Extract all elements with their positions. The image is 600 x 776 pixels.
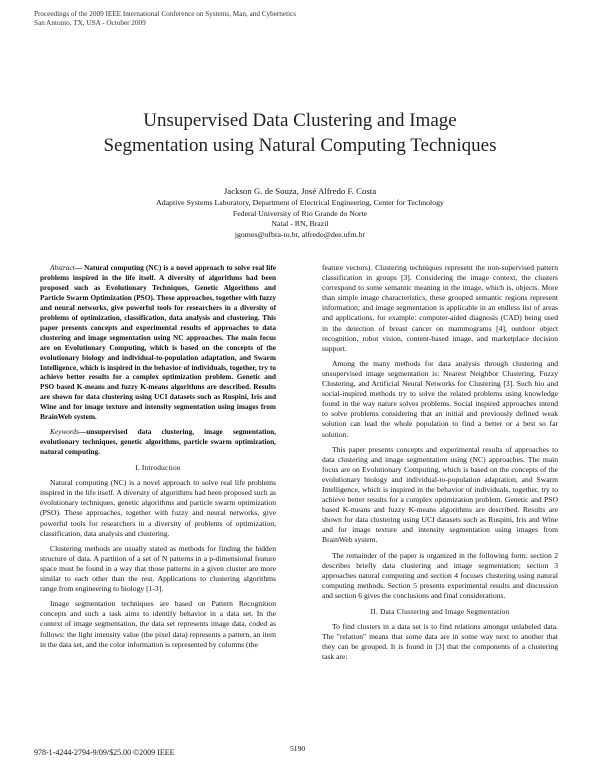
section-heading-clustering: II. Data Clustering and Image Segmentation [370,607,510,616]
affiliation [60,198,540,240]
affiliation-lab: Adaptive Systems Laboratory, Department of Electrical Engineering, Center for Technology [156,198,444,207]
keywords-text: —unsupervised data clustering, image segmentation, evolutionary techniques, genetic algorithms, particle swarm optimization, natural computing. [40,427,276,457]
keywords [40,427,276,457]
paper-title [40,108,560,158]
title-line-1: Unsupervised Data Clustering and Image [143,110,457,131]
page-number: 5190 [290,744,306,753]
abstract [40,263,276,422]
intro-paragraph-1: Natural computing (NC) is a novel approach to solve real life problems inspired in the life itself. A diversity of algorithms had been proposed such as evolutionary techniques, genetic algorithms and particle swarm optimization (PSO). These approaches, together with fuzzy and neural networks, give powerful tools for researchers in a diversity of problems of optimization, classification, data analysis and clustering. [40,478,276,538]
right-column [322,263,558,667]
intro-paragraph-3: Image segmentation techniques are based on Pattern Recognition concepts and such a task aims to identify behavior in a data set. In the context of image segmentation, the data set represents image data, coded as follows: the light intensity value (the pixel data) represents a pattern, an item in the data set, and the color information is represented by columns (the [40,599,276,649]
right-paragraph-1: feature vectors). Clustering techniques represent the non-supervised pattern classification in groups [3]. Considering the image context, the clusters correspond to some semantic meaning in the image, which is, objects. More than simple image characteristics, these grouped semantic regions represent information; and image segmentation is applicable in an endless list of areas and applications, for example: computer-aided diagnosis (CAD) being used in the detection of breast cancer on mammograms [4], outdoor object recognition, robot vision, content-based image, and marketplace decision support. [322,263,558,353]
section-heading-introduction: I. Introduction [135,463,181,473]
copyright-footer: 978-1-4244-2794-9/09/$25.00 ©2009 IEEE [34,748,175,757]
abstract-text: — Natural computing (NC) is a novel approach to solve real life problems inspired in the life itself. A diversity of algorithms had been proposed such as Evolutionary Techniques, Genetic Algorithms and Particle Swarm Optimization (PSO). These approaches, together with fuzzy and neural networks, give powerful tools for researchers in a diversity of problems of optimization, classification, data analysis and clustering. This paper presents concepts and experimental results of approaches to data clustering and image segmentation using NC approaches. The main focus are on Evolutionary Computing, which is based on the concepts of the evolutionary biology and individual-to-population adaptation, and Swarm Intelligence, which is inspired in the behavior of individuals, together, try to achieve better results for a complex optimization problem. Genetic and PSO based K-means and fuzzy K-means algorithms are described. Results are shown for data clustering using UCI datasets such as Ruspini, Iris and Wine and for image texture and intensity segmentation using images from BrainWeb system. [40,263,276,422]
authors: Jackson G. de Souza, José Alfredo F. Costa [223,186,377,196]
right-paragraph-3: This paper presents concepts and experimental results of approaches to data clustering and image segmentation using (NC) approaches. The main focus are on Evolutionary Computing, which is based on the concepts of the evolutionary biology and individual-to-population adaptation, and Swarm Intelligence, which is inspired in the behavior of individuals, together, try to achieve better results for a complex optimization problem. Genetic and PSO based K-means and fuzzy K-means algorithms are described. Results are shown for data clustering using UCI datasets such as Ruspini, Iris and Wine and for image texture and intensity segmentation using images from BrainWeb system. [322,444,558,545]
author-emails: jgomes@ufbra-to.br, alfredo@dee.ufrn.br [234,229,366,239]
right-paragraph-2: Among the many methods for data analysis through clustering and unsupervised image segmentation is: Nearest Neighbor Clustering, Fuzzy Clustering, and Artificial Neural Networks for Clustering [3]. Such bio and social-inspired methods try to solve the related problems using knowledge found in the way nature solves problems. Social inspired approaches intend to solve problems considering that an initial and previously defined weak solution can lead the whole population to find a better or a best so far solution. [322,358,558,439]
affiliation-location: Natal - RN, Brazil [271,219,329,228]
keywords-label: Keywords [50,427,79,437]
abstract-label: Abstract [50,263,75,272]
proceedings-header [34,10,296,28]
proceedings-line-2: San Antonio, TX, USA - October 2009 [34,19,146,27]
intro-paragraph-2: Clustering methods are usually stated as methods for finding the hidden structure of data. A partition of a set of N patterns in a p-dimensional feature space must be found in a way that those patterns in a given cluster are more similar to each other than the rest. Applications to clustering algorithms range from engineering to biology [1-3]. [40,543,276,594]
right-paragraph-5: To find clusters in a data set is to find relations amongst unlabeled data. The "relation" means that some data are in some way next to another that they can be grouped. It is found in [3] that the components of a clustering task are: [322,622,558,662]
title-line-2: Segmentation using Natural Computing Techniques [103,135,497,156]
proceedings-line-1: Proceedings of the 2009 IEEE International Conference on Systems, Man, and Cybernetics [34,10,297,18]
left-column [40,263,276,655]
right-paragraph-4: The remainder of the paper is organized in the following form: section 2 describes briefly data clustering and image segmentation; section 3 approaches natural computing and section 4 focuses clustering using natural computing methods. Section 5 presents experimental results and discussion and section 6 gives the conclusions and final considerations. [322,550,558,600]
affiliation-university: Federal University of Rio Grande do Norte [232,208,368,218]
